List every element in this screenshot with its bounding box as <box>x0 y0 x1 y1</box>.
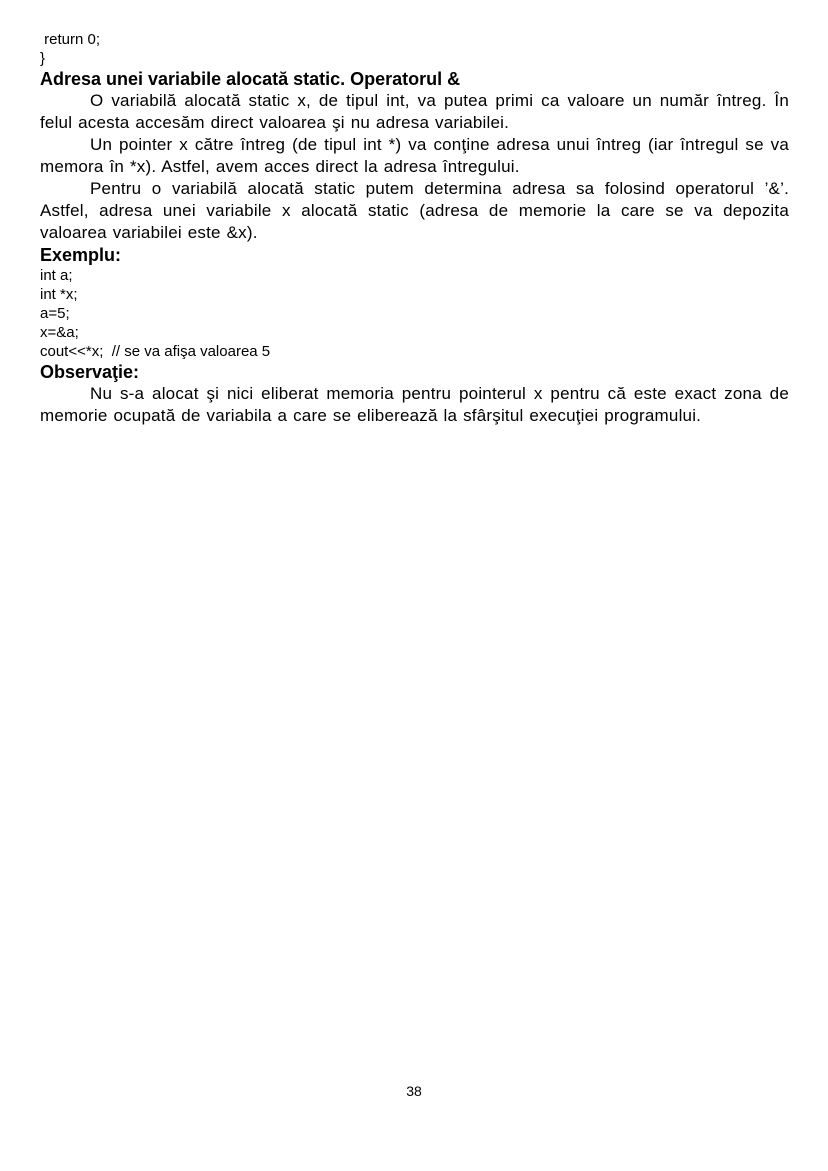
code-line: int *x; <box>40 286 78 303</box>
code-line: x=&a; <box>40 324 79 341</box>
paragraph: Pentru o variabilă alocată static putem determina adresa sa folosind operatorul ’&’. Astfel, adresa unei variabile x alocată static (adresa de memorie la care se va depozita valoarea variabilei este &x). <box>40 179 789 242</box>
note-heading: Observaţie: <box>40 362 140 382</box>
note-paragraph: Nu s-a alocat şi nici eliberat memoria pentru pointerul x pentru că este exact zona de memorie ocupată de variabila a care se eliberează la sfârşitul execuţiei programului. <box>40 384 789 425</box>
paragraph: Un pointer x către întreg (de tipul int *) va conţine adresa unui întreg (iar întregul se va memora în *x). Astfel, avem acces direct la adresa întregului. <box>40 135 789 176</box>
page-content <box>40 30 789 427</box>
code-line: cout<<*x; // se va afişa valoarea 5 <box>40 343 271 360</box>
code-line: a=5; <box>40 305 70 322</box>
code-line: int a; <box>40 267 73 284</box>
paragraph: O variabilă alocată static x, de tipul int, va putea primi ca valoare un număr întreg. În felul acesta accesăm direct valoarea şi nu adresa variabilei. <box>40 91 789 132</box>
code-line: return 0; <box>40 31 101 48</box>
example-heading: Exemplu: <box>40 245 122 265</box>
section-heading: Adresa unei variabile alocată static. Operatorul & <box>40 69 461 89</box>
page-number: 38 <box>406 1083 422 1099</box>
code-line: } <box>40 50 46 67</box>
